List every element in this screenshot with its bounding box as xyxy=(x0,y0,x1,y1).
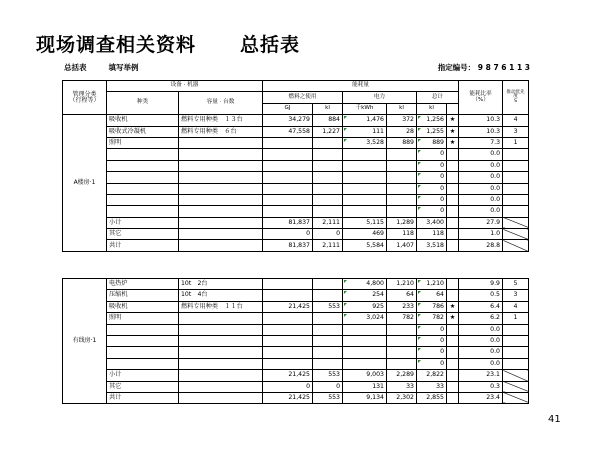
kl-cell xyxy=(313,183,343,194)
kl2-cell: 2,289 xyxy=(387,370,417,381)
kwh-cell: 111 xyxy=(343,126,387,137)
rank-cell xyxy=(503,206,529,217)
kwh-cell: 9,003 xyxy=(343,370,387,381)
kl2-cell: 2,302 xyxy=(387,392,417,403)
kl-cell xyxy=(313,347,343,358)
rank-cell: 3 xyxy=(503,290,529,301)
gj-cell: 21,425 xyxy=(263,370,313,381)
other-row xyxy=(63,229,529,240)
kl2-cell xyxy=(387,183,417,194)
total-cell: 3,400 xyxy=(417,217,447,228)
kwh-cell xyxy=(343,160,387,171)
kl-cell: 553 xyxy=(313,392,343,403)
kl2-cell: 889 xyxy=(387,137,417,148)
table-row xyxy=(63,126,529,137)
energy-use-header: 能耗量 xyxy=(263,81,459,92)
type-cell: 吸收式冷凝机 xyxy=(107,126,179,137)
table-row xyxy=(63,194,529,205)
table-row xyxy=(63,290,529,301)
type-cell: 吸收机 xyxy=(107,301,179,312)
ratio-cell: 0.0 xyxy=(459,149,503,160)
type-cell xyxy=(107,206,179,217)
kwh-cell: 3,528 xyxy=(343,137,387,148)
spec-cell xyxy=(179,358,263,369)
total-cell: 782 xyxy=(417,313,447,324)
gj-cell xyxy=(263,347,313,358)
ratio-cell: 28.8 xyxy=(459,240,503,251)
gj-cell xyxy=(263,172,313,183)
kl-cell xyxy=(313,313,343,324)
kl-cell xyxy=(313,290,343,301)
kwh-cell: 5,584 xyxy=(343,240,387,251)
kwh-cell xyxy=(343,347,387,358)
spec-cell xyxy=(179,392,263,403)
star-cell xyxy=(447,392,459,403)
kl2-cell xyxy=(387,358,417,369)
kl-cell xyxy=(313,206,343,217)
ratio-cell: 0.0 xyxy=(459,358,503,369)
kwh-cell xyxy=(343,335,387,346)
rank-cell: 4 xyxy=(503,115,529,126)
ratio-cell: 10.3 xyxy=(459,115,503,126)
rank-cell xyxy=(503,183,529,194)
total-cell: 0 xyxy=(417,335,447,346)
ratio-cell: 10.3 xyxy=(459,126,503,137)
kl-cell xyxy=(313,149,343,160)
kl-cell xyxy=(313,335,343,346)
type-cell xyxy=(107,358,179,369)
spec-cell: 燃料专用种类 ６台 xyxy=(179,126,263,137)
kwh-cell xyxy=(343,324,387,335)
gj-cell xyxy=(263,358,313,369)
slash-cell xyxy=(503,381,529,392)
kwh-cell xyxy=(343,206,387,217)
total-header: 总计 xyxy=(417,92,459,103)
kl-cell xyxy=(313,137,343,148)
kl2-cell xyxy=(387,335,417,346)
gj-cell xyxy=(263,149,313,160)
ratio-cell: 0.0 xyxy=(459,183,503,194)
total-cell: 0 xyxy=(417,347,447,358)
kl2-cell xyxy=(387,206,417,217)
table-row xyxy=(63,160,529,171)
designation-number: 指定编号： 9 8 7 6 1 1 3 xyxy=(437,63,530,72)
kl-cell xyxy=(313,324,343,335)
table-row xyxy=(63,149,529,160)
total-cell: 2,855 xyxy=(417,392,447,403)
kl2-cell xyxy=(387,347,417,358)
kwh-cell xyxy=(343,172,387,183)
ratio-header: 能耗比率 （%） xyxy=(459,81,503,115)
rank-header: 推动优先度 S xyxy=(503,81,529,115)
spec-cell xyxy=(179,206,263,217)
spec-cell: 10t 4台 xyxy=(179,290,263,301)
star-cell: ★ xyxy=(447,115,459,126)
gj-cell: 21,425 xyxy=(263,301,313,312)
grand-row xyxy=(63,240,529,251)
kl-cell: 553 xyxy=(313,301,343,312)
kwh-cell xyxy=(343,149,387,160)
slash-cell xyxy=(503,229,529,240)
star-cell xyxy=(447,240,459,251)
subtotal-row xyxy=(63,370,529,381)
total-cell: 0 xyxy=(417,160,447,171)
capacity-header: 容量 · 台数 xyxy=(179,92,263,115)
electricity-header: 电力 xyxy=(343,92,417,103)
spec-cell xyxy=(179,217,263,228)
ratio-cell: 0.0 xyxy=(459,194,503,205)
spec-cell: 10t 2台 xyxy=(179,279,263,290)
kl-cell xyxy=(313,160,343,171)
total-cell: 1,255 xyxy=(417,126,447,137)
kl-header: kl xyxy=(313,103,343,114)
star-cell xyxy=(447,381,459,392)
type-cell xyxy=(107,149,179,160)
kwh-cell xyxy=(343,183,387,194)
rank-cell xyxy=(503,335,529,346)
slash-cell xyxy=(503,392,529,403)
grand-label: 共计 xyxy=(107,392,179,403)
summary-table-1 xyxy=(62,80,529,252)
spec-cell: 燃料专用种类 １１台 xyxy=(179,301,263,312)
section-1-body xyxy=(63,115,529,252)
spec-cell: 燃料专用种类 １３台 xyxy=(179,115,263,126)
kwh-cell: 4,800 xyxy=(343,279,387,290)
kl2-header: kl xyxy=(387,103,417,114)
total-cell: 64 xyxy=(417,290,447,301)
meta-left xyxy=(64,62,139,73)
spec-cell xyxy=(179,137,263,148)
gj-cell: 81,837 xyxy=(263,217,313,228)
gj-cell xyxy=(263,324,313,335)
total-cell: 1,256 xyxy=(417,115,447,126)
ratio-cell: 0.0 xyxy=(459,335,503,346)
type-cell: 吸收机 xyxy=(107,115,179,126)
rank-cell xyxy=(503,172,529,183)
ratio-cell: 6.4 xyxy=(459,301,503,312)
total-cell: 33 xyxy=(417,381,447,392)
total-cell: 0 xyxy=(417,358,447,369)
star-cell xyxy=(447,290,459,301)
kl-cell xyxy=(313,172,343,183)
kwh-cell: 925 xyxy=(343,301,387,312)
rank-cell xyxy=(503,324,529,335)
kl-cell: 1,227 xyxy=(313,126,343,137)
kl-cell: 884 xyxy=(313,115,343,126)
table-row xyxy=(63,137,529,148)
slash-cell xyxy=(503,217,529,228)
meta-label-2: 填写举例 xyxy=(108,63,139,72)
spec-cell xyxy=(179,313,263,324)
table-row xyxy=(63,313,529,324)
table-row xyxy=(63,183,529,194)
ratio-cell: 0.0 xyxy=(459,347,503,358)
type-cell xyxy=(107,194,179,205)
grand-row xyxy=(63,392,529,403)
type-cell xyxy=(107,183,179,194)
type-header: 种类 xyxy=(107,92,179,115)
mgmt-class-header: 管理分类 （行程等） xyxy=(63,81,107,115)
kl2-cell: 28 xyxy=(387,126,417,137)
star-cell xyxy=(447,370,459,381)
kl-cell: 553 xyxy=(313,370,343,381)
rank-cell xyxy=(503,347,529,358)
ratio-cell: 9.9 xyxy=(459,279,503,290)
grand-label: 共计 xyxy=(107,240,179,251)
total-cell: 786 xyxy=(417,301,447,312)
table-row xyxy=(63,301,529,312)
star-cell xyxy=(447,347,459,358)
rank-cell: 1 xyxy=(503,313,529,324)
title-sub: 总括表 xyxy=(240,34,301,56)
spec-cell xyxy=(179,324,263,335)
gj-cell xyxy=(263,206,313,217)
star-cell: ★ xyxy=(447,126,459,137)
rank-cell xyxy=(503,160,529,171)
star-cell: ★ xyxy=(447,313,459,324)
spec-cell xyxy=(179,347,263,358)
gj-cell xyxy=(263,137,313,148)
gj-cell xyxy=(263,335,313,346)
category-cell: A楼房·1 xyxy=(63,115,107,252)
page-title xyxy=(36,30,300,57)
total-cell: 889 xyxy=(417,137,447,148)
kl-cell xyxy=(313,279,343,290)
section-2-body xyxy=(63,279,529,404)
spec-cell xyxy=(179,160,263,171)
gj-cell xyxy=(263,194,313,205)
star-header xyxy=(447,103,459,114)
star-cell xyxy=(447,172,459,183)
table-row xyxy=(63,347,529,358)
table-row xyxy=(63,335,529,346)
kl2-cell xyxy=(387,194,417,205)
rank-cell: 3 xyxy=(503,126,529,137)
star-cell xyxy=(447,160,459,171)
category-cell: 有线房·1 xyxy=(63,279,107,404)
kwh-cell xyxy=(343,194,387,205)
spec-cell xyxy=(179,370,263,381)
kl2-cell xyxy=(387,324,417,335)
total-cell: 0 xyxy=(417,206,447,217)
ratio-cell: 23.4 xyxy=(459,392,503,403)
kl-cell: 0 xyxy=(313,229,343,240)
kl2-cell xyxy=(387,160,417,171)
total-cell: 0 xyxy=(417,149,447,160)
total-cell: 118 xyxy=(417,229,447,240)
star-cell xyxy=(447,149,459,160)
kl2-cell xyxy=(387,149,417,160)
type-cell: 电热炉 xyxy=(107,279,179,290)
type-cell xyxy=(107,347,179,358)
type-cell: 照明 xyxy=(107,137,179,148)
rank-cell: 4 xyxy=(503,301,529,312)
gj-cell: 81,837 xyxy=(263,240,313,251)
star-cell xyxy=(447,183,459,194)
kwh-cell: 254 xyxy=(343,290,387,301)
ratio-cell: 7.3 xyxy=(459,137,503,148)
gj-cell xyxy=(263,290,313,301)
total-cell: 0 xyxy=(417,183,447,194)
header-row-1 xyxy=(63,81,529,92)
type-cell xyxy=(107,160,179,171)
total-cell: 0 xyxy=(417,194,447,205)
kl2-cell: 233 xyxy=(387,301,417,312)
spec-cell xyxy=(179,335,263,346)
total-cell: 0 xyxy=(417,324,447,335)
ratio-cell: 0.0 xyxy=(459,324,503,335)
kl-cell: 2,111 xyxy=(313,217,343,228)
kl2-cell: 1,210 xyxy=(387,279,417,290)
star-cell xyxy=(447,358,459,369)
spec-cell xyxy=(179,149,263,160)
table-row xyxy=(63,172,529,183)
subtotal-label: 小计 xyxy=(107,370,179,381)
total-cell: 0 xyxy=(417,172,447,183)
ratio-cell: 6.2 xyxy=(459,313,503,324)
spec-cell xyxy=(179,194,263,205)
kl-cell xyxy=(313,194,343,205)
kl2-cell: 1,289 xyxy=(387,217,417,228)
equipment-header: 设备 · 机器 xyxy=(107,81,263,92)
kwh-cell: 3,024 xyxy=(343,313,387,324)
ratio-cell: 0.3 xyxy=(459,381,503,392)
subtotal-label: 小计 xyxy=(107,217,179,228)
rank-cell xyxy=(503,149,529,160)
star-cell xyxy=(447,206,459,217)
kwh-cell: 131 xyxy=(343,381,387,392)
kwh-cell: 9,134 xyxy=(343,392,387,403)
kl2-cell: 64 xyxy=(387,290,417,301)
type-cell: 压缩机 xyxy=(107,290,179,301)
kl2-cell xyxy=(387,172,417,183)
kl2-cell: 33 xyxy=(387,381,417,392)
type-cell xyxy=(107,324,179,335)
star-cell xyxy=(447,279,459,290)
ratio-cell: 1.0 xyxy=(459,229,503,240)
kl-cell xyxy=(313,358,343,369)
gj-cell: 34,279 xyxy=(263,115,313,126)
spec-cell xyxy=(179,229,263,240)
total-cell: 3,518 xyxy=(417,240,447,251)
star-cell xyxy=(447,324,459,335)
gj-cell xyxy=(263,183,313,194)
rank-cell xyxy=(503,194,529,205)
total-cell: 1,210 xyxy=(417,279,447,290)
ratio-cell: 0.5 xyxy=(459,290,503,301)
table-row xyxy=(63,279,529,290)
spec-cell xyxy=(179,240,263,251)
rank-cell: 1 xyxy=(503,137,529,148)
gj-cell: 47,558 xyxy=(263,126,313,137)
page-number: 41 xyxy=(548,414,561,425)
table-row xyxy=(63,206,529,217)
other-row xyxy=(63,381,529,392)
table-row xyxy=(63,324,529,335)
star-cell xyxy=(447,194,459,205)
gj-cell: 21,425 xyxy=(263,392,313,403)
gj-cell: 0 xyxy=(263,381,313,392)
kl2-cell: 782 xyxy=(387,313,417,324)
gj-cell xyxy=(263,160,313,171)
ratio-cell: 0.0 xyxy=(459,160,503,171)
title-main: 现场调查相关资料 xyxy=(36,34,197,56)
star-cell: ★ xyxy=(447,301,459,312)
other-label: 其它 xyxy=(107,229,179,240)
star-cell: ★ xyxy=(447,137,459,148)
spec-cell xyxy=(179,183,263,194)
gj-cell xyxy=(263,313,313,324)
kwh-header: 千kWh xyxy=(343,103,387,114)
kl3-header: kl xyxy=(417,103,447,114)
meta-label-1: 总括表 xyxy=(64,63,87,72)
table-row xyxy=(63,358,529,369)
kl-cell: 2,111 xyxy=(313,240,343,251)
total-cell: 2,822 xyxy=(417,370,447,381)
kwh-cell: 469 xyxy=(343,229,387,240)
rank-cell xyxy=(503,358,529,369)
type-cell xyxy=(107,172,179,183)
table-row xyxy=(63,115,529,126)
kl-cell: 0 xyxy=(313,381,343,392)
star-cell xyxy=(447,335,459,346)
kwh-cell: 1,476 xyxy=(343,115,387,126)
gj-cell: 0 xyxy=(263,229,313,240)
summary-table-2 xyxy=(62,278,529,404)
fuel-header: 燃料之使用 xyxy=(263,92,343,103)
kl2-cell: 372 xyxy=(387,115,417,126)
ratio-cell: 23.1 xyxy=(459,370,503,381)
slash-cell xyxy=(503,240,529,251)
subtotal-row xyxy=(63,217,529,228)
kwh-cell xyxy=(343,358,387,369)
rank-cell: 5 xyxy=(503,279,529,290)
star-cell xyxy=(447,217,459,228)
kl2-cell: 118 xyxy=(387,229,417,240)
other-label: 其它 xyxy=(107,381,179,392)
spec-cell xyxy=(179,381,263,392)
slash-cell xyxy=(503,370,529,381)
spec-cell xyxy=(179,172,263,183)
type-cell: 照明 xyxy=(107,313,179,324)
ratio-cell: 0.0 xyxy=(459,172,503,183)
ratio-cell: 0.0 xyxy=(459,206,503,217)
gj-header: GJ xyxy=(263,103,313,114)
gj-cell xyxy=(263,279,313,290)
ratio-cell: 27.9 xyxy=(459,217,503,228)
star-cell xyxy=(447,229,459,240)
kl2-cell: 1,407 xyxy=(387,240,417,251)
kwh-cell: 5,115 xyxy=(343,217,387,228)
type-cell xyxy=(107,335,179,346)
